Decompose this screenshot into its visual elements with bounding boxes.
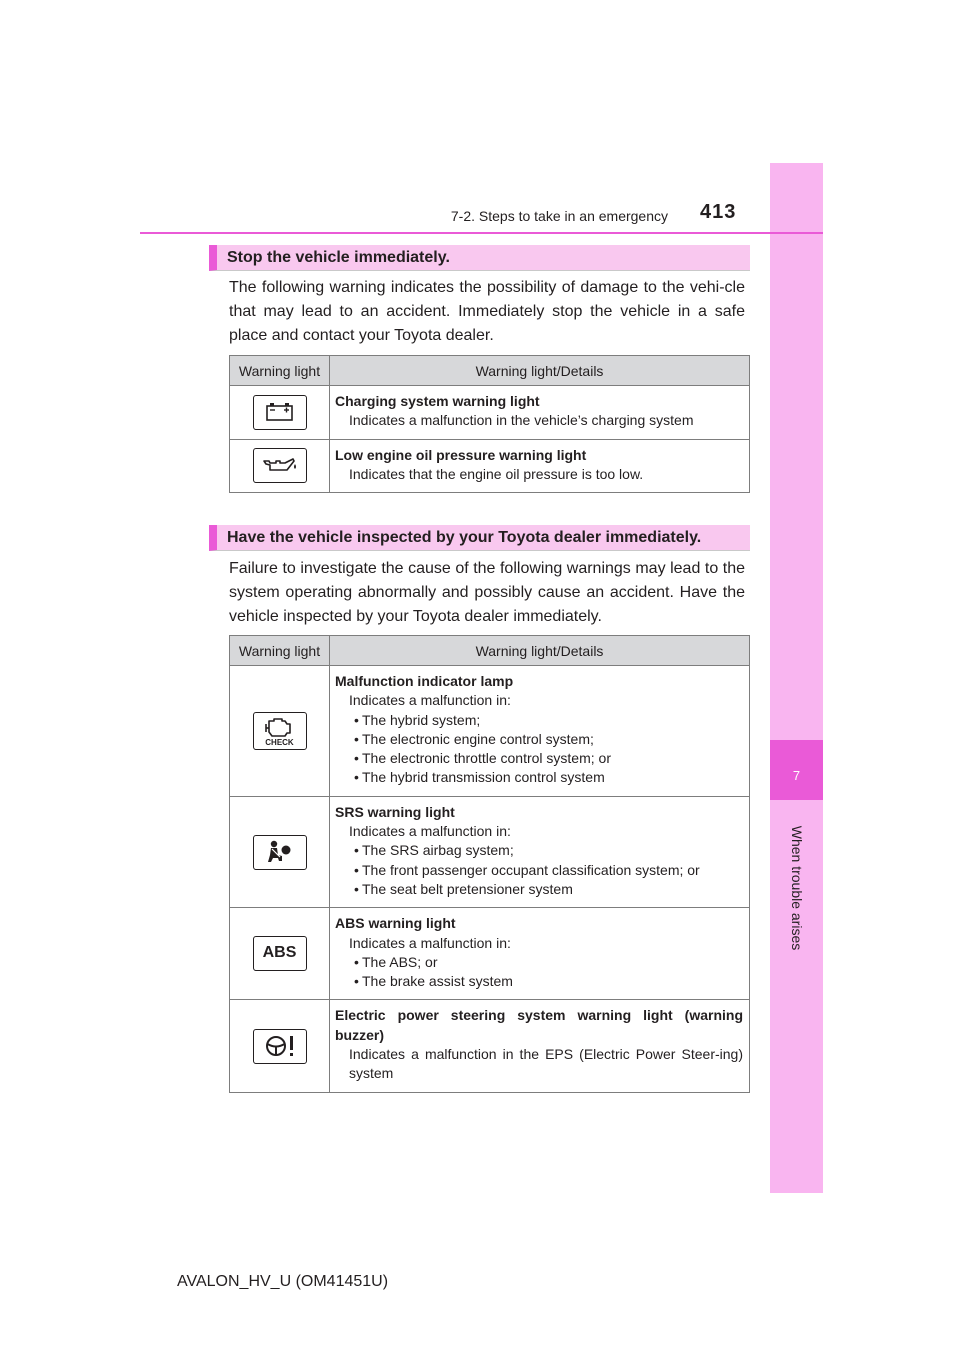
- warning-table-stop: [229, 355, 750, 493]
- abs-icon: [253, 936, 307, 971]
- section2-intro: Failure to investigate the cause of the following warnings may lead to the system operating abnormally and possibly cause an accident. Have the vehicle inspected by your Toyota dealer immediately.: [229, 560, 745, 625]
- warning-title: Low engine oil pressure warning light: [335, 446, 587, 463]
- warning-description: Indicates a malfunction in:: [349, 692, 511, 709]
- section2-heading: [209, 525, 750, 551]
- section2-heading-text: Have the vehicle inspected by your Toyota dealer immediately.: [227, 529, 702, 546]
- column-header: Warning light: [230, 636, 330, 666]
- chapter-title-tab: [785, 825, 809, 951]
- list-item: • The electronic throttle control system; or: [335, 749, 743, 768]
- section1-intro: The following warning indicates the possibility of damage to the vehi-cle that may lead to an accident. Immediately stop the vehicle in a safe place and contact your Toyota dealer.: [229, 279, 745, 344]
- list-item: • The front passenger occupant classification system; or: [335, 861, 743, 880]
- warning-title: SRS warning light: [335, 803, 455, 820]
- section1-heading-text: Stop the vehicle immediately.: [227, 249, 450, 266]
- column-header: Warning light/Details: [330, 356, 750, 386]
- list-item: • The hybrid system;: [335, 711, 743, 730]
- warning-table-inspect: [229, 635, 750, 1093]
- chapter-number-tab: [770, 740, 823, 800]
- warning-description: Indicates a malfunction in:: [349, 934, 511, 951]
- list-item: • The hybrid transmission control system: [335, 768, 743, 787]
- page-number: 413: [700, 201, 737, 223]
- table-row: [230, 439, 750, 493]
- chapter-number: 7: [792, 768, 801, 783]
- table-row: [230, 908, 750, 1000]
- warning-title: Electric power steering system warning light (warning buzzer): [335, 1007, 743, 1043]
- list-item: • The SRS airbag system;: [335, 841, 743, 860]
- abs-icon-label: ABS: [262, 944, 297, 962]
- warning-title: ABS warning light: [335, 915, 456, 932]
- table-row: [230, 796, 750, 907]
- warning-title: Malfunction indicator lamp: [335, 673, 514, 689]
- warning-description: Indicates a malfunction in the EPS (Electric Power Steer-ing) system: [349, 1046, 743, 1082]
- chapter-side-tab: [770, 163, 823, 1193]
- list-item: • The ABS; or: [335, 953, 743, 972]
- warning-description: Indicates a malfunction in:: [349, 823, 511, 840]
- table-row: [230, 386, 750, 440]
- battery-icon: [253, 395, 307, 430]
- srs-airbag-icon: [253, 835, 307, 870]
- list-item: • The seat belt pretensioner system: [335, 880, 743, 899]
- table-row: [230, 666, 750, 797]
- column-header: Warning light: [230, 356, 330, 386]
- table-header-row: [230, 356, 750, 386]
- power-steering-icon: [253, 1029, 307, 1064]
- check-engine-icon: [253, 712, 307, 750]
- warning-description: Indicates that the engine oil pressure is too low.: [349, 465, 644, 482]
- section-title: 7-2. Steps to take in an emergency: [450, 208, 668, 224]
- table-header-row: [230, 636, 750, 666]
- section1-heading: [209, 245, 750, 271]
- list-item: • The electronic engine control system;: [335, 730, 743, 749]
- table-row: [230, 1000, 750, 1092]
- chapter-title: When trouble arises: [789, 825, 805, 951]
- document-id: AVALON_HV_U (OM41451U): [177, 1273, 389, 1290]
- header-divider: [140, 232, 823, 234]
- warning-description: Indicates a malfunction in the vehicle’s charging system: [349, 412, 694, 429]
- column-header: Warning light/Details: [330, 636, 750, 666]
- oil-can-icon: [253, 448, 307, 483]
- check-icon-label: CHECK: [264, 737, 294, 747]
- warning-title: Charging system warning light: [335, 393, 540, 409]
- list-item: • The brake assist system: [335, 972, 743, 991]
